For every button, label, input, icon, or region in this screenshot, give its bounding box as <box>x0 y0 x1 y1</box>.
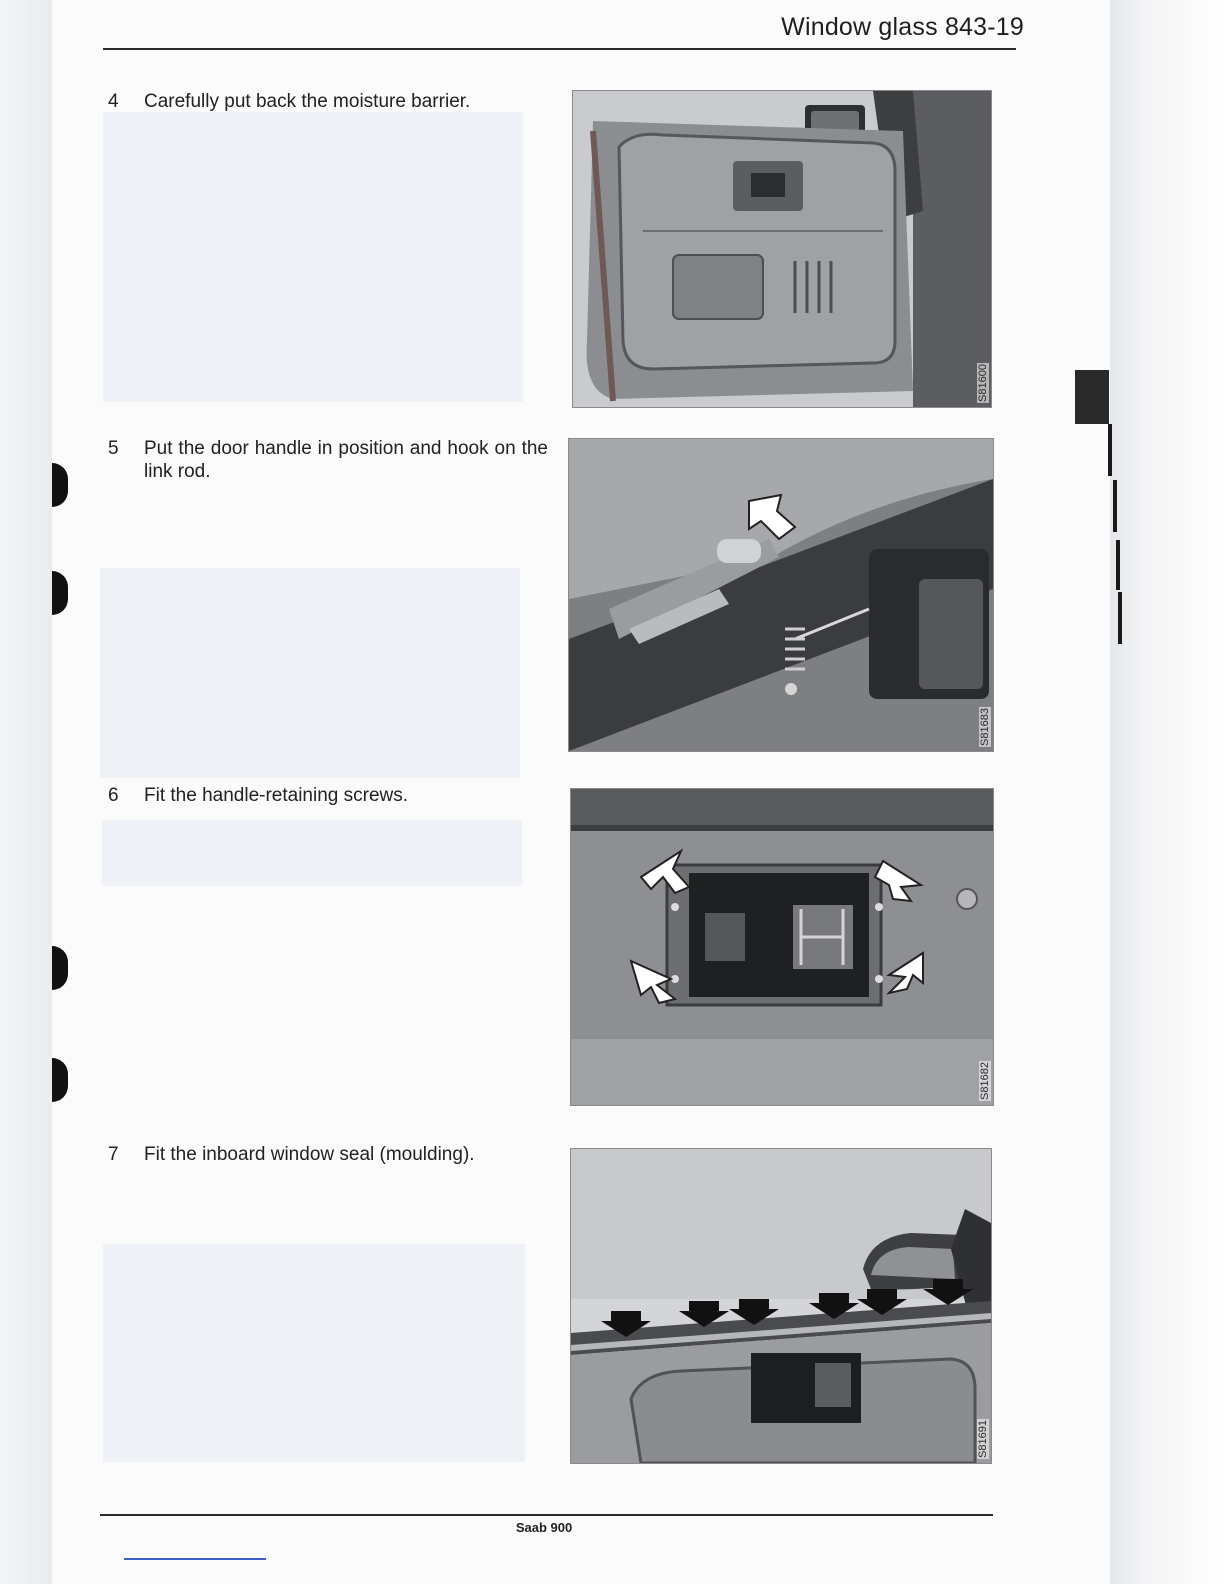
page-right-margin <box>1110 0 1224 1584</box>
figure-reference: S81683 <box>979 708 991 746</box>
step-5 <box>108 437 548 483</box>
window-seal-moulding-photo-icon <box>571 1149 991 1463</box>
step-text: Fit the handle-retaining screws. <box>144 785 409 806</box>
figure-s81691 <box>570 1148 992 1464</box>
figure-s81683 <box>568 438 994 752</box>
page-edge-mark <box>1116 540 1120 590</box>
section-tab-marker <box>1075 370 1109 424</box>
step-number: 4 <box>108 91 119 112</box>
step-number: 5 <box>108 438 119 459</box>
door-inner-panel-photo-icon <box>573 91 991 407</box>
step-text: Carefully put back the moisture barrier. <box>144 91 471 112</box>
step-text: Fit the inboard window seal (moulding). <box>144 1144 475 1165</box>
decorative-blue-line <box>124 1558 266 1560</box>
step-number: 6 <box>108 785 119 806</box>
step-7 <box>108 1143 548 1166</box>
door-handle-link-rod-photo-icon <box>569 439 993 751</box>
figure-reference: S81682 <box>979 1062 991 1100</box>
page-edge-mark <box>1108 424 1112 476</box>
show-through-shade <box>102 820 522 886</box>
figure-s81600 <box>572 90 992 408</box>
figure-s81682 <box>570 788 994 1106</box>
page-edge-mark <box>1113 480 1117 532</box>
step-6 <box>108 784 548 807</box>
footer-rule <box>100 1514 993 1516</box>
show-through-shade <box>103 112 523 402</box>
page-left-edge <box>0 0 52 1584</box>
header-rule <box>103 48 1016 50</box>
figure-reference: S81691 <box>977 1420 989 1458</box>
page-title: Window glass 843-19 <box>781 13 1024 41</box>
footer-label: Saab 900 <box>515 1520 573 1535</box>
step-4 <box>108 90 548 113</box>
show-through-shade <box>103 1244 525 1462</box>
figure-reference: S81600 <box>977 364 989 402</box>
handle-retaining-screws-photo-icon <box>571 789 993 1105</box>
show-through-shade <box>100 568 520 778</box>
step-text: Put the door handle in position and hook on the link rod. <box>144 438 548 482</box>
step-number: 7 <box>108 1144 119 1165</box>
page-edge-mark <box>1118 592 1122 644</box>
